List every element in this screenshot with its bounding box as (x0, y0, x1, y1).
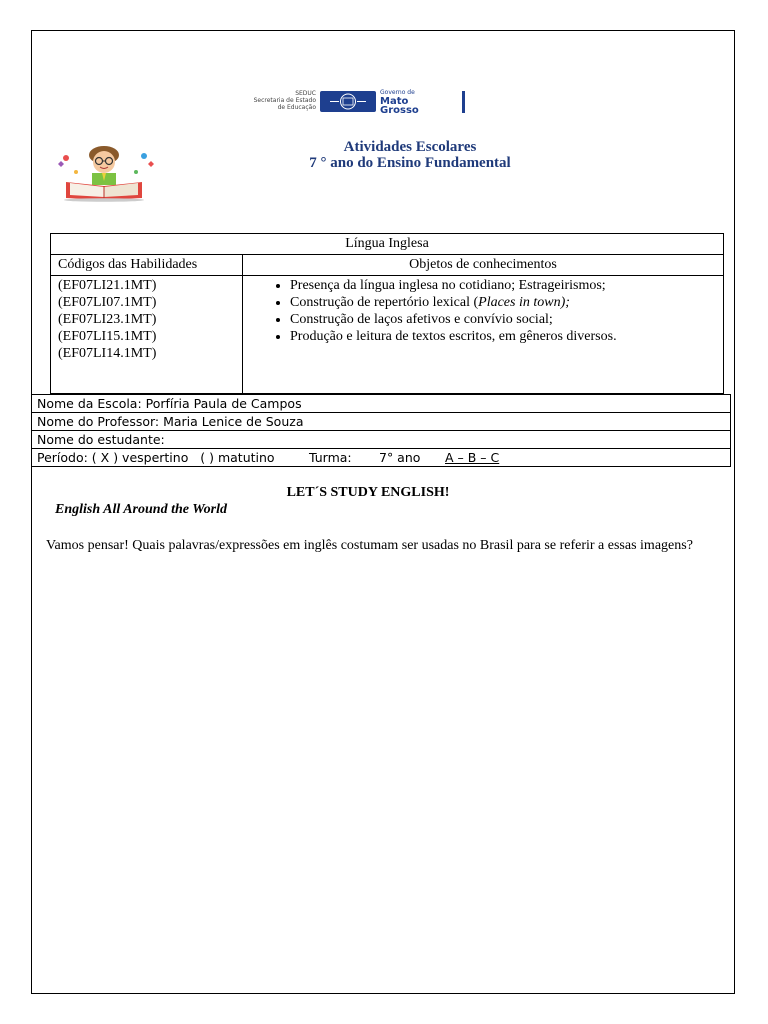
table-row (32, 431, 731, 449)
logo-divider (462, 91, 465, 113)
school-name: Nome da Escola: Porfíria Paula de Campos (32, 395, 731, 413)
codes-header: Códigos das Habilidades (51, 255, 243, 276)
gov-small-text: Governo de (380, 89, 415, 96)
seduc-line: de Educação (277, 104, 316, 111)
grade-label: 7° ano (379, 450, 421, 465)
seduc-mt-logo (236, 88, 468, 116)
seduc-line: SEDUC (295, 90, 316, 97)
table-row (51, 255, 724, 276)
skill-code: (EF07LI21.1MT) (58, 278, 157, 293)
object-italic-text: Places in town); (478, 295, 570, 310)
list-item: • Produção e leitura de textos escritos, em gêneros diversos. (290, 328, 716, 345)
objects-list (250, 277, 716, 345)
seduc-line: Secretaria de Estado (253, 97, 316, 104)
section-subtitle: English All Around the World (55, 502, 227, 517)
skill-code: (EF07LI07.1MT) (58, 295, 157, 310)
objects-header: Objetos de conhecimentos (243, 255, 724, 276)
document-title: Atividades Escolares (343, 139, 477, 155)
table-row (51, 276, 724, 394)
skill-code: (EF07LI23.1MT) (58, 312, 157, 327)
reading-student-illustration (36, 142, 172, 202)
table-row (51, 234, 724, 255)
period-row (32, 449, 731, 467)
table-row (32, 413, 731, 431)
teacher-name: Nome do Professor: Maria Lenice de Souza (32, 413, 731, 431)
skill-code: (EF07LI15.1MT) (58, 329, 157, 344)
class-label: Turma: (309, 450, 352, 465)
period-label: Período: ( X ) vespertino ( ) matutino (37, 450, 275, 465)
seduc-text (236, 90, 316, 111)
gov-line2-text: Grosso (380, 105, 419, 116)
list-item: • Presença da língua inglesa no cotidiano; Estrageirismos; (290, 277, 716, 294)
gov-line1-text: Mato (380, 96, 409, 107)
coat-of-arms-icon (320, 91, 376, 112)
skills-table (50, 233, 724, 394)
table-row (32, 449, 731, 467)
document-subtitle: 7 ° ano do Ensino Fundamental (309, 155, 511, 171)
codes-cell (51, 276, 243, 394)
skill-code: (EF07LI14.1MT) (58, 346, 157, 361)
section-heading: LET´S STUDY ENGLISH! (286, 485, 450, 500)
student-info-table (31, 394, 731, 467)
student-name-field: Nome do estudante: (32, 431, 731, 449)
subject-cell: Língua Inglesa (51, 234, 724, 255)
object-text: Construção de repertório lexical ( (290, 295, 479, 310)
objects-cell (243, 276, 724, 394)
table-row (32, 395, 731, 413)
gov-mt-wordmark (380, 88, 460, 115)
classes-label: A – B – C (445, 450, 500, 465)
question-text: Vamos pensar! Quais palavras/expressões em inglês costumam ser usadas no Brasil para se referir a essas imagens? (46, 538, 693, 553)
list-item: • Construção de laços afetivos e convívio social; (290, 311, 716, 328)
list-item (290, 294, 716, 311)
